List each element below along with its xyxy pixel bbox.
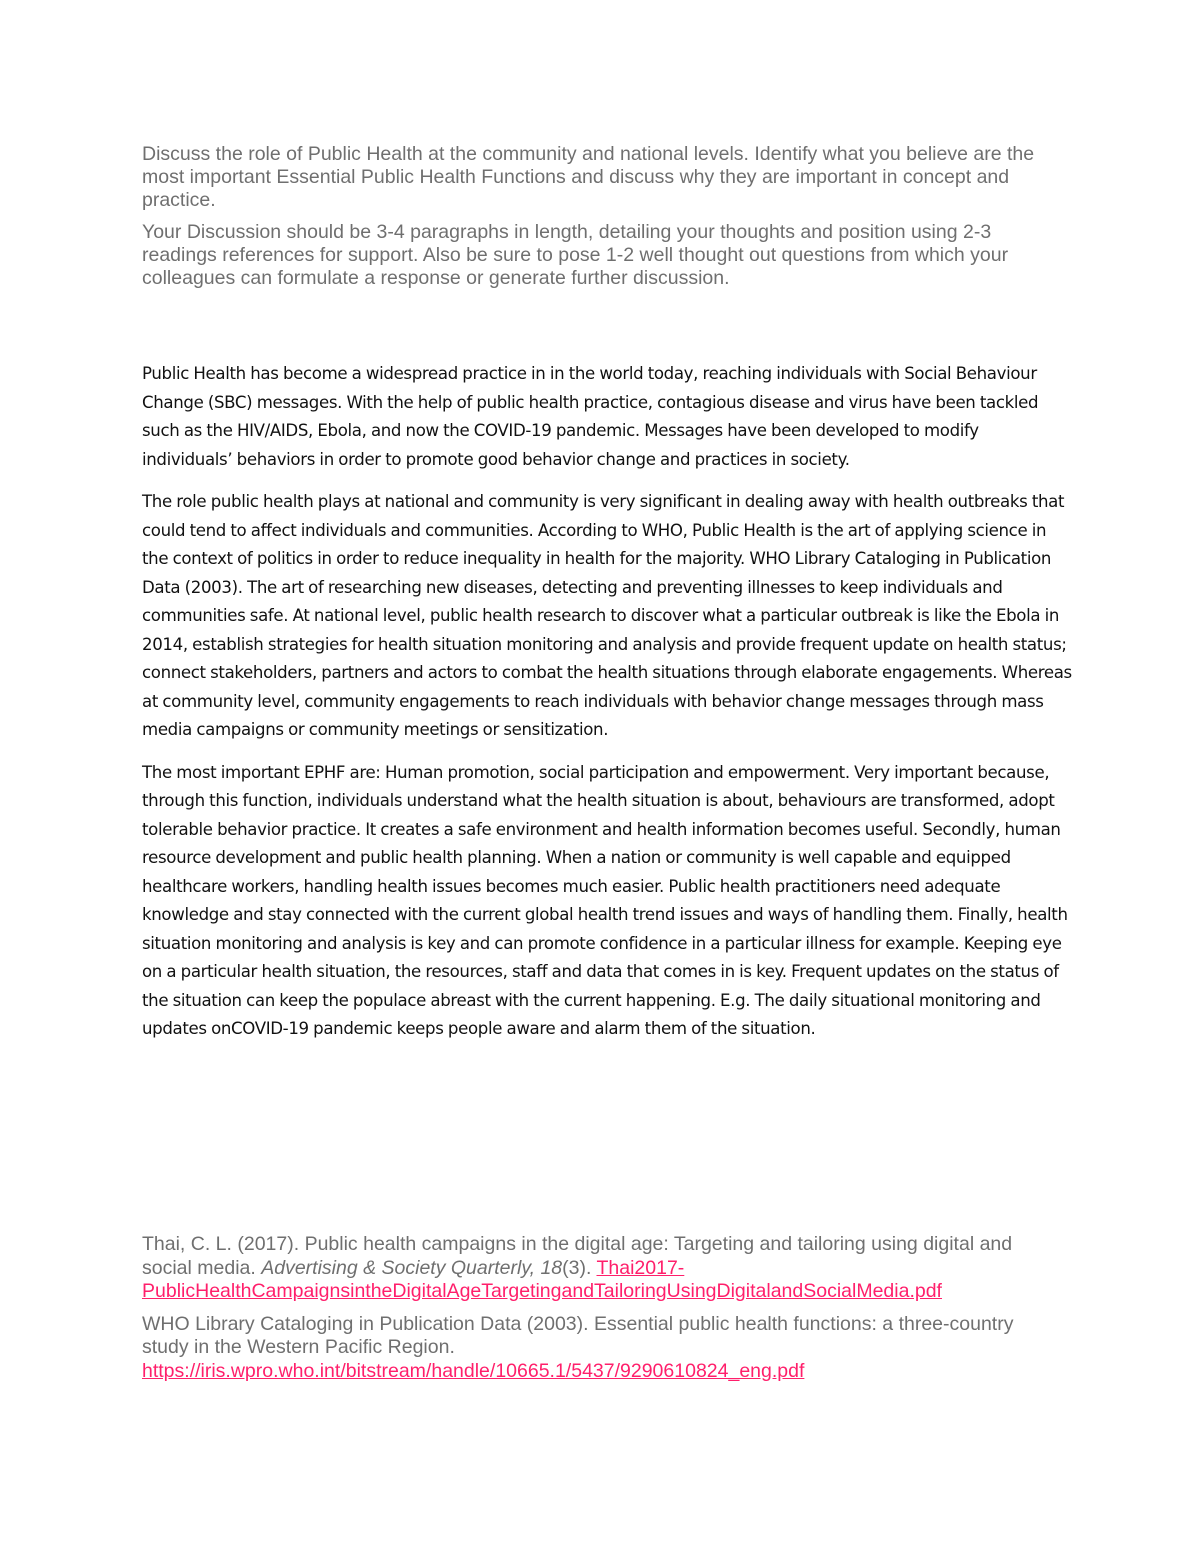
discussion-prompt — [142, 143, 1062, 299]
references-list — [142, 1233, 1042, 1392]
response-paragraph: Public Health has become a widespread practice in in the world today, reaching individuals with Social Behaviour Change (SBC) messages. With the help of public health practice, contagious disease and virus have been tackled such as the HIV/AIDS, Ebola, and now the COVID-19 pandemic. Messages have been developed to modify individuals’ behaviors in order to promote good behavior change and practices in society. — [142, 364, 1039, 469]
reference-entry — [142, 1313, 1042, 1384]
prompt-paragraph: Discuss the role of Public Health at the community and national levels. Identify what you believe are the most important Essential Public Health Functions and discuss why they are important in concept and practice. — [142, 143, 1035, 211]
discussion-response — [142, 360, 1072, 1058]
reference-journal: Advertising & Society Quarterly, 18 — [261, 1256, 563, 1279]
reference-text: WHO Library Cataloging in Publication Data (2003). Essential public health functions: a three-country study in the Western Pacific Region. — [142, 1312, 1014, 1358]
reference-link[interactable]: https://iris.wpro.who.int/bitstream/handle/10665.1/5437/9290610824_eng.pdf — [142, 1359, 805, 1382]
reference-entry — [142, 1233, 1042, 1304]
reference-text: Thai, C. L. (2017). Public health campaigns in the digital age: Targeting and tailoring using digital and social media. — [142, 1233, 1013, 1279]
prompt-paragraph: Your Discussion should be 3-4 paragraphs in length, detailing your thoughts and position using 2-3 readings references for support. Also be sure to pose 1-2 well thought out questions from which your colleagues can formulate a response or generate further discussion. — [142, 221, 1009, 289]
response-paragraph: The most important EPHF are: Human promotion, social participation and empowerment. Very important because, through this function, individuals understand what the health situation is about, behaviours are transformed, adopt tolerable behavior practice. It creates a safe environment and health information becomes useful. Secondly, human resource development and public health planning. When a nation or community is well capable and equipped healthcare workers, handling health issues becomes much easier. Public health practitioners need adequate knowledge and stay connected with the current global health trend issues and ways of handling them. Finally, health situation monitoring and analysis is key and can promote confidence in a particular illness for example. Keeping eye on a particular health situation, the resources, staff and data that comes in is key. Frequent updates on the status of the situation can keep the populace abreast with the current happening. E.g. The daily situational monitoring and updates onCOVID-19 pandemic keeps people aware and alarm them of the situation. — [142, 762, 1068, 1038]
reference-issue: (3). — [562, 1256, 597, 1279]
reference-link[interactable]: Thai2017-PublicHealthCampaignsintheDigitalAgeTargetingandTailoringUsingDigitalandSocialMedia.pdf — [142, 1256, 942, 1302]
response-paragraph: The role public health plays at national and community is very significant in dealing away with health outbreaks that could tend to affect individuals and communities. According to WHO, Public Health is the art of applying science in the context of politics in order to reduce inequality in health for the majority. WHO Library Cataloging in Publication Data (2003). The art of researching new diseases, detecting and preventing illnesses to keep individuals and communities safe. At national level, public health research to discover what a particular outbreak is like the Ebola in 2014, establish strategies for health situation monitoring and analysis and provide frequent update on health status; connect stakeholders, partners and actors to combat the health situations through elaborate engagements. Whereas at community level, community engagements to reach individuals with behavior change messages through mass media campaigns or community meetings or sensitization. — [142, 492, 1072, 739]
